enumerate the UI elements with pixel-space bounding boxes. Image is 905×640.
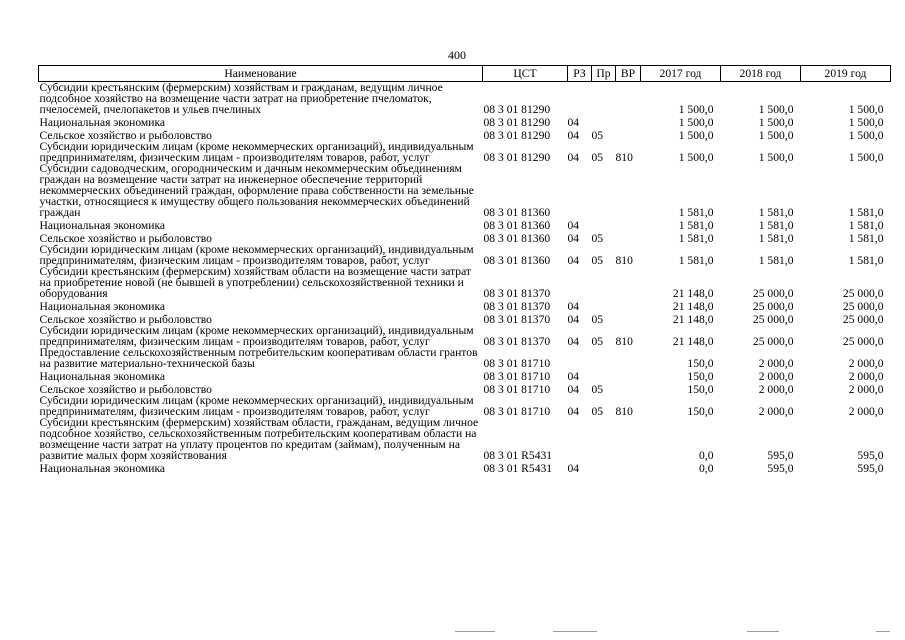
- row-value-2019: 1 581,0: [848, 219, 884, 232]
- table-row: [39, 299, 891, 312]
- row-cst: 08 3 01 81710: [483, 370, 551, 383]
- row-vr: [616, 266, 641, 299]
- row-cst: 08 3 01 81360: [483, 232, 551, 245]
- scan-artifact: [455, 631, 495, 632]
- row-name: Национальная экономика: [39, 219, 166, 232]
- row-cst: 08 3 01 81360: [483, 219, 551, 232]
- row-name: Национальная экономика: [39, 116, 166, 129]
- budget-table: [38, 65, 891, 474]
- row-vr: [616, 231, 641, 244]
- row-vr: 810: [615, 151, 633, 164]
- row-value-2019: 1 500,0: [848, 151, 884, 164]
- row-rz: 04: [567, 335, 580, 348]
- row-vr: [616, 382, 641, 395]
- row-pr: 05: [591, 151, 604, 164]
- row-vr: 810: [615, 254, 633, 267]
- row-rz: 04: [567, 383, 580, 396]
- row-value-2018: 2 000,0: [758, 357, 794, 370]
- row-rz: [568, 417, 592, 461]
- row-cst: 08 3 01 R5431: [483, 462, 553, 475]
- row-pr: 05: [591, 313, 604, 326]
- row-rz: 04: [567, 219, 580, 232]
- row-pr: [592, 218, 616, 231]
- row-value-2018: 25 000,0: [752, 313, 794, 326]
- row-value-2018: 1 500,0: [758, 116, 794, 129]
- row-value-2019: 595,0: [857, 462, 884, 475]
- row-value-2019: 1 500,0: [848, 129, 884, 142]
- row-value-2017: 150,0: [687, 357, 714, 370]
- col-header-rz: РЗ: [568, 66, 592, 82]
- row-value-2017: 0,0: [699, 462, 714, 475]
- row-value-2019: 2 000,0: [848, 370, 884, 383]
- row-value-2018: 1 500,0: [758, 151, 794, 164]
- row-name: Субсидии крестьянским (фермерским) хозяйствам области на возмещение части затрат на приобретение новой (не бывшей в употреблении) сельскохозяйственной техники и оборудования: [39, 265, 471, 300]
- row-name: Национальная экономика: [39, 370, 166, 383]
- row-name: Субсидии крестьянским (фермерским) хозяйствам области, гражданам, ведущим личное подсобное хозяйство, сельскохозяйственным потребительским кооперативам области на возмещение части затрат на уплату процентов по кредитам (займам), полученным на развитие малых форм хозяйствования: [39, 416, 479, 462]
- row-pr: [592, 461, 616, 474]
- row-vr: 810: [615, 405, 633, 418]
- row-value-2017: 21 148,0: [672, 300, 714, 313]
- col-header-pr: Пр: [592, 66, 616, 82]
- row-rz: 04: [567, 313, 580, 326]
- row-rz: [568, 82, 592, 116]
- row-rz: 04: [567, 151, 580, 164]
- row-value-2017: 21 148,0: [672, 335, 714, 348]
- row-value-2018: 25 000,0: [752, 300, 794, 313]
- row-name: Сельское хозяйство и рыболовство: [39, 313, 212, 326]
- row-value-2019: 2 000,0: [848, 383, 884, 396]
- row-pr: [592, 299, 616, 312]
- row-pr: [592, 115, 616, 128]
- row-pr: 05: [591, 383, 604, 396]
- row-cst: 08 3 01 81290: [483, 129, 551, 142]
- scan-artifact: [747, 631, 779, 632]
- row-vr: [616, 128, 641, 141]
- row-cst: 08 3 01 81710: [483, 357, 551, 370]
- row-name: Субсидии юридическим лицам (кроме некоммерческих организаций), индивидуальным предпринимателям, физическим лицам - производителям товаров, работ, услуг: [39, 394, 474, 418]
- row-value-2017: 1 581,0: [678, 206, 714, 219]
- row-value-2019: 2 000,0: [848, 405, 884, 418]
- row-cst: 08 3 01 81290: [483, 151, 551, 164]
- row-value-2019: 1 581,0: [848, 254, 884, 267]
- row-name: Субсидии крестьянским (фермерским) хозяйствам и гражданам, ведущим личное подсобное хозяйство на возмещение части затрат на приобретение пчеломаток, пчелосемей, пчелопакетов и ульев пчелиных: [39, 81, 443, 116]
- row-name: Сельское хозяйство и рыболовство: [39, 383, 212, 396]
- row-value-2018: 25 000,0: [752, 287, 794, 300]
- row-rz: 04: [567, 254, 580, 267]
- row-rz: 04: [567, 232, 580, 245]
- row-cst: 08 3 01 81370: [483, 335, 551, 348]
- scan-artifact: [553, 631, 597, 632]
- row-value-2017: 150,0: [687, 405, 714, 418]
- row-pr: 05: [591, 129, 604, 142]
- col-header-vr: ВР: [616, 66, 641, 82]
- row-pr: 05: [591, 335, 604, 348]
- row-name: Национальная экономика: [39, 462, 166, 475]
- row-value-2019: 25 000,0: [842, 287, 884, 300]
- row-value-2018: 2 000,0: [758, 370, 794, 383]
- scan-artifact: [876, 631, 890, 632]
- table-row: [39, 115, 891, 128]
- row-value-2019: 1 581,0: [848, 232, 884, 245]
- table-row: [39, 82, 891, 116]
- row-value-2017: 150,0: [687, 370, 714, 383]
- row-value-2017: 1 500,0: [678, 116, 714, 129]
- row-name: Субсидии садоводческим, огородническим и дачным некоммерческим объединениям граждан на возмещение части затрат на инженерное обеспечение территорий некоммерческих объединений граждан, оформление права собственности на земельные участки, относящиеся к имуществу общего пользования некоммерческих объединений граждан: [39, 162, 474, 219]
- row-cst: 08 3 01 R5431: [483, 449, 553, 462]
- row-rz: [568, 266, 592, 299]
- row-value-2019: 25 000,0: [842, 313, 884, 326]
- row-rz: [568, 347, 592, 369]
- row-pr: [592, 163, 616, 218]
- row-vr: [616, 218, 641, 231]
- row-value-2018: 1 581,0: [758, 206, 794, 219]
- table-row: [39, 325, 891, 347]
- row-vr: [616, 299, 641, 312]
- table-row: [39, 218, 891, 231]
- row-name: Субсидии юридическим лицам (кроме некоммерческих организаций), индивидуальным предпринимателям, физическим лицам - производителям товаров, работ, услуг: [39, 140, 474, 164]
- table-row: [39, 244, 891, 266]
- row-value-2018: 25 000,0: [752, 335, 794, 348]
- row-name: Предоставление сельскохозяйственным потребительским кооперативам области грантов на развитие материально-технической базы: [39, 346, 478, 370]
- table-row: [39, 266, 891, 299]
- row-cst: 08 3 01 81710: [483, 383, 551, 396]
- row-value-2019: 25 000,0: [842, 300, 884, 313]
- col-header-name: Наименование: [39, 66, 483, 82]
- row-rz: [568, 163, 592, 218]
- col-header-cst: ЦСТ: [483, 66, 568, 82]
- row-rz: 04: [567, 370, 580, 383]
- row-rz: 04: [567, 300, 580, 313]
- row-rz: 04: [567, 116, 580, 129]
- row-vr: [616, 312, 641, 325]
- table-body: [39, 82, 891, 475]
- row-cst: 08 3 01 81370: [483, 313, 551, 326]
- col-header-2018: 2018 год: [721, 66, 801, 82]
- row-vr: [616, 461, 641, 474]
- row-value-2019: 25 000,0: [842, 335, 884, 348]
- row-pr: [592, 82, 616, 116]
- row-vr: [616, 347, 641, 369]
- row-value-2017: 1 581,0: [678, 254, 714, 267]
- row-value-2017: 1 581,0: [678, 219, 714, 232]
- row-pr: 05: [591, 232, 604, 245]
- row-pr: [592, 417, 616, 461]
- row-vr: [616, 369, 641, 382]
- row-pr: 05: [591, 254, 604, 267]
- row-cst: 08 3 01 81360: [483, 254, 551, 267]
- row-value-2017: 1 500,0: [678, 151, 714, 164]
- row-rz: 04: [567, 405, 580, 418]
- row-cst: 08 3 01 81710: [483, 405, 551, 418]
- row-pr: 05: [591, 405, 604, 418]
- col-header-2019: 2019 год: [801, 66, 891, 82]
- row-pr: [592, 266, 616, 299]
- row-rz: 04: [567, 462, 580, 475]
- row-value-2018: 1 500,0: [758, 129, 794, 142]
- row-cst: 08 3 01 81370: [483, 287, 551, 300]
- table-header: [39, 66, 891, 82]
- row-value-2018: 2 000,0: [758, 405, 794, 418]
- table-row: [39, 395, 891, 417]
- row-name: Национальная экономика: [39, 300, 166, 313]
- row-name: Субсидии юридическим лицам (кроме некоммерческих организаций), индивидуальным предпринимателям, физическим лицам - производителям товаров, работ, услуг: [39, 324, 474, 348]
- row-value-2019: 1 581,0: [848, 206, 884, 219]
- row-value-2018: 595,0: [767, 449, 794, 462]
- row-value-2017: 0,0: [699, 449, 714, 462]
- row-name: Субсидии юридическим лицам (кроме некоммерческих организаций), индивидуальным предпринимателям, физическим лицам - производителям товаров, работ, услуг: [39, 243, 474, 267]
- row-value-2017: 150,0: [687, 383, 714, 396]
- table-row: [39, 461, 891, 474]
- table-row: [39, 417, 891, 461]
- row-name: Сельское хозяйство и рыболовство: [39, 129, 212, 142]
- row-vr: [616, 163, 641, 218]
- row-value-2017: 21 148,0: [672, 313, 714, 326]
- row-value-2019: 1 500,0: [848, 103, 884, 116]
- row-value-2019: 2 000,0: [848, 357, 884, 370]
- col-header-2017: 2017 год: [641, 66, 721, 82]
- row-value-2017: 1 500,0: [678, 103, 714, 116]
- row-vr: [616, 115, 641, 128]
- row-value-2018: 595,0: [767, 462, 794, 475]
- row-value-2019: 595,0: [857, 449, 884, 462]
- row-cst: 08 3 01 81290: [483, 116, 551, 129]
- row-value-2017: 21 148,0: [672, 287, 714, 300]
- row-value-2018: 1 581,0: [758, 254, 794, 267]
- table-row: [39, 141, 891, 163]
- row-value-2018: 1 500,0: [758, 103, 794, 116]
- row-name: Сельское хозяйство и рыболовство: [39, 232, 212, 245]
- row-vr: 810: [615, 335, 633, 348]
- row-cst: 08 3 01 81360: [483, 206, 551, 219]
- table-row: [39, 347, 891, 369]
- row-cst: 08 3 01 81290: [483, 103, 551, 116]
- table-row: [39, 369, 891, 382]
- row-value-2017: 1 500,0: [678, 129, 714, 142]
- row-value-2018: 2 000,0: [758, 383, 794, 396]
- row-value-2019: 1 500,0: [848, 116, 884, 129]
- page-number: 400: [448, 48, 466, 62]
- table-row: [39, 163, 891, 218]
- row-vr: [616, 417, 641, 461]
- row-pr: [592, 347, 616, 369]
- row-value-2018: 1 581,0: [758, 232, 794, 245]
- row-value-2017: 1 581,0: [678, 232, 714, 245]
- row-value-2018: 1 581,0: [758, 219, 794, 232]
- row-cst: 08 3 01 81370: [483, 300, 551, 313]
- row-pr: [592, 369, 616, 382]
- row-rz: 04: [567, 129, 580, 142]
- row-vr: [616, 82, 641, 116]
